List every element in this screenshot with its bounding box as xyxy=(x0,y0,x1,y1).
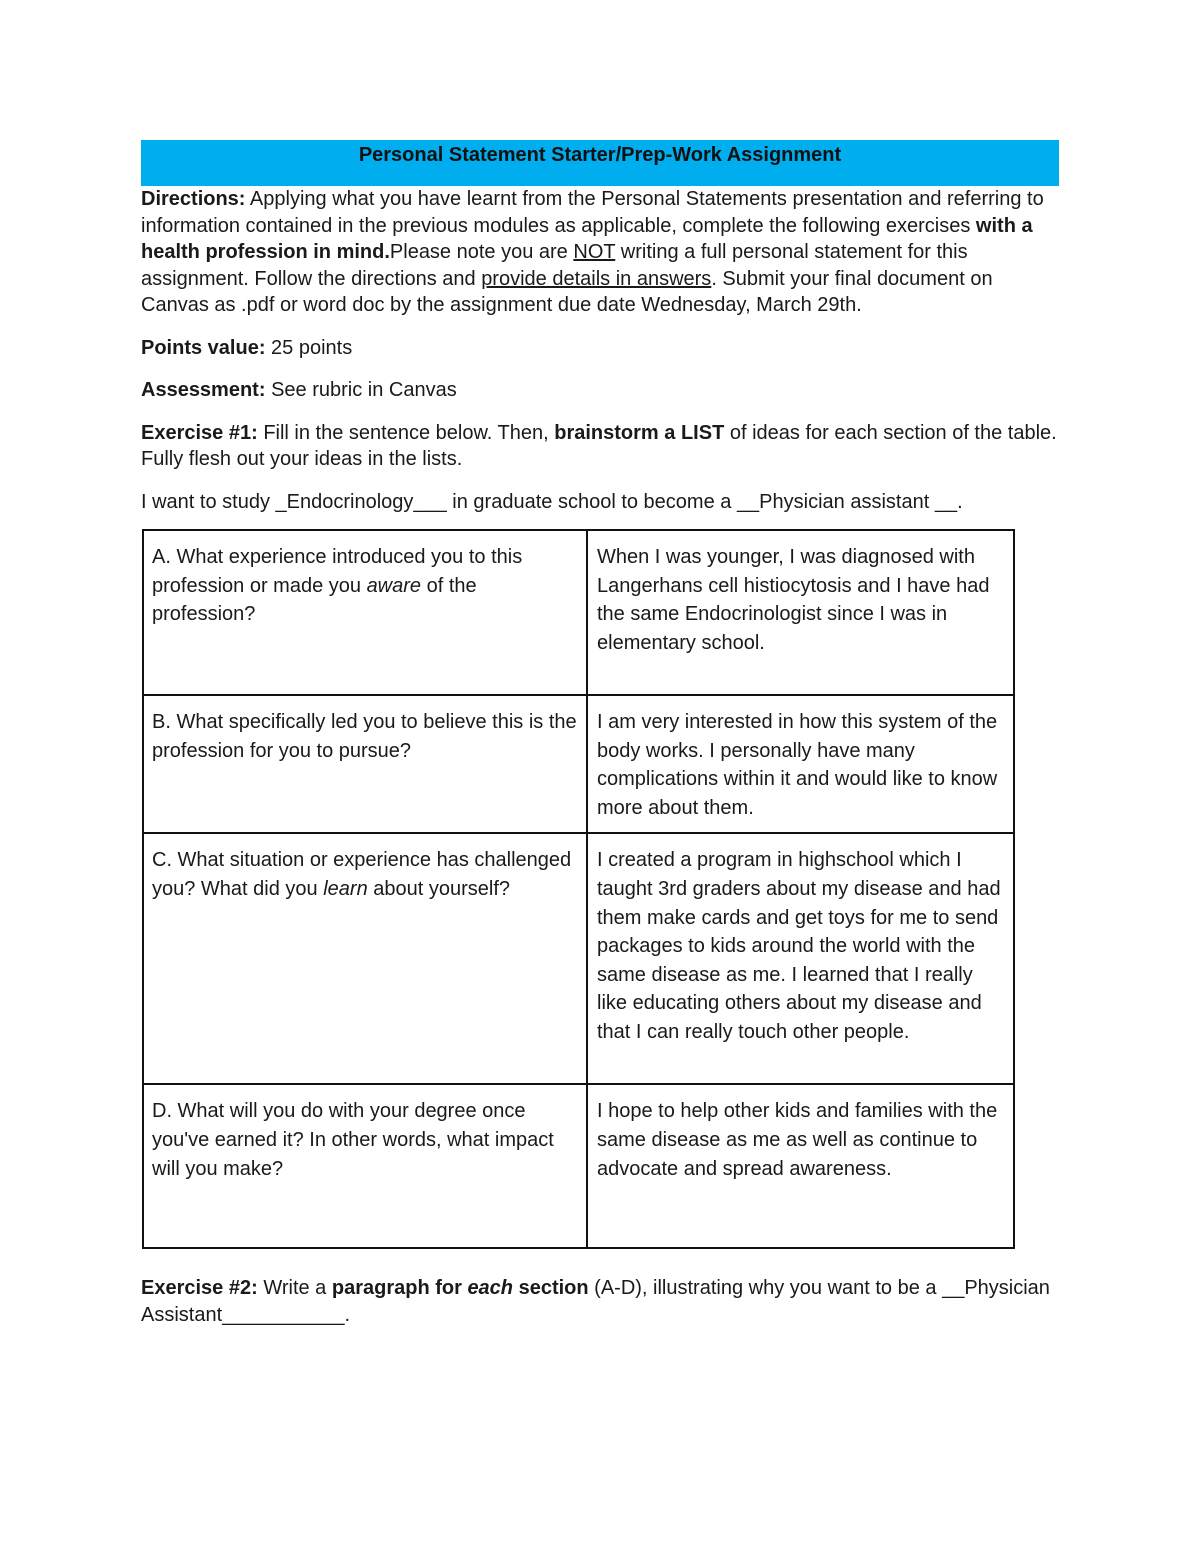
question-cell: B. What specifically led you to believe this is the profession for you to pursue? xyxy=(143,695,587,833)
exercise1-sentence: I want to study _Endocrinology___ in graduate school to become a __Physician assistant __. xyxy=(141,490,963,513)
directions-details-phrase: provide details in answers xyxy=(481,267,712,290)
points-label: Points value: xyxy=(141,336,266,359)
exercise2-label: Exercise #2: xyxy=(141,1277,258,1300)
points-paragraph xyxy=(141,335,1059,362)
assessment-label: Assessment: xyxy=(141,379,266,401)
points-value: 25 points xyxy=(265,336,353,359)
exercise2-text-1: Write a xyxy=(257,1277,332,1300)
exercise1-instructions xyxy=(141,420,1059,473)
assessment-value: See rubric in Canvas xyxy=(265,379,457,401)
table-row xyxy=(143,1084,1014,1248)
table-row xyxy=(143,695,1014,833)
exercise2-bold-em: each xyxy=(467,1277,514,1300)
assessment-paragraph xyxy=(141,377,1059,404)
exercise1-table xyxy=(142,529,1015,1249)
directions-bold-phrase: with a health profession in mind. xyxy=(141,214,1033,263)
exercise1-text-1: Fill in the sentence below. Then, xyxy=(257,421,555,444)
directions-text-3: writing a full personal statement for this assignment. Follow the directions and xyxy=(141,241,968,290)
exercise2-bold-1: paragraph for xyxy=(331,1277,468,1300)
directions-text-1: Applying what you have learnt from the Personal Statements presentation and referring to information contained in the previous modules as applicable, complete the following exercises xyxy=(141,188,1044,237)
answer-cell: I created a program in highschool which I taught 3rd graders about my disease and had them make cards and get toys for me to send packages to kids around the world with the same disease as me. I learned that I really like educating others about my disease and that I can really touch other people. xyxy=(587,833,1014,1084)
answer-cell: I hope to help other kids and families with the same disease as me as well as continue to advocate and spread awareness. xyxy=(587,1084,1014,1248)
directions-not-word: NOT xyxy=(573,241,616,263)
question-cell: D. What will you do with your degree once you've earned it? In other words, what impact will you make? xyxy=(143,1084,587,1248)
directions-paragraph xyxy=(141,186,1059,319)
page-title: Personal Statement Starter/Prep-Work Assignment xyxy=(141,140,1059,186)
exercise1-label: Exercise #1: xyxy=(141,421,258,444)
question-cell: A. What experience introduced you to this profession or made you aware of the profession? xyxy=(143,530,587,695)
directions-label: Directions: xyxy=(141,188,246,210)
answer-cell: When I was younger, I was diagnosed with Langerhans cell histiocytosis and I have had the same Endocrinologist since I was in elementary school. xyxy=(587,530,1014,695)
exercise2-text-2: (A-D), illustrating why you want to be a __Physician Assistant___________. xyxy=(141,1277,1050,1326)
table-row xyxy=(143,833,1014,1084)
directions-text-4: . Submit your final document on Canvas as .pdf or word doc by the assignment due date Wednesday, March 29th. xyxy=(141,267,993,316)
exercise2-instructions xyxy=(141,1275,1059,1328)
exercise1-text-2: of ideas for each section of the table. Fully flesh out your ideas in the lists. xyxy=(141,421,1057,470)
document-page xyxy=(141,140,1059,1328)
answer-cell: I am very interested in how this system of the body works. I personally have many complications within it and would like to know more about them. xyxy=(587,695,1014,833)
exercise1-bold: brainstorm a LIST xyxy=(554,421,725,444)
exercise2-bold-2: section xyxy=(513,1277,589,1300)
table-row xyxy=(143,530,1014,695)
directions-text-2: Please note you are xyxy=(389,241,574,263)
question-cell: C. What situation or experience has challenged you? What did you learn about yourself? xyxy=(143,833,587,1084)
